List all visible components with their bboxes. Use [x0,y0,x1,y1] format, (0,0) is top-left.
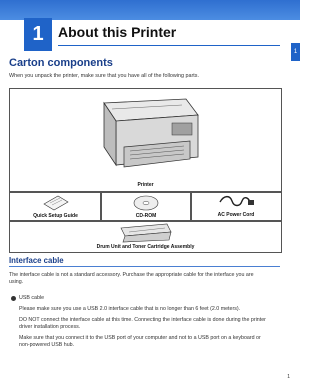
quick-setup-cell [9,191,102,222]
interface-title: Interface cable [9,256,64,265]
page-number: 1 [287,374,290,380]
usb-para-2a: DO NOT connect the interface cable at this time. Connecting the interface cable is done during the printer [19,317,266,323]
ac-cord-cell [190,191,282,222]
drum-illustration [115,222,175,244]
bullet-dot [11,296,16,301]
chapter-number: 1 [24,18,52,51]
cdrom-label: CD-ROM [135,213,157,219]
intro-text: When you unpack the printer, make sure that you have all of the following parts. [9,73,199,79]
ac-cord-label: AC Power Cord [217,212,255,218]
interface-line-1: The interface cable is not a standard accessory. Purchase the appropriate cable for the interface you are [9,272,254,278]
header-band [0,0,300,20]
drum-label: Drum Unit and Toner Cartridge Assembly [96,244,195,250]
cdrom-cell [100,191,192,222]
printer-cell [9,88,282,193]
printer-illustration [86,95,206,175]
chapter-title: About this Printer [58,24,177,40]
interface-rule [9,266,280,267]
document-icon [40,194,70,212]
title-rule [58,45,280,46]
quick-setup-label: Quick Setup Guide [33,213,78,219]
usb-para-3b: non-powered USB hub. [19,342,75,348]
printer-label: Printer [137,182,154,188]
usb-para-2b: driver installation process. [19,324,81,330]
drum-cell [9,220,282,253]
section-title: Carton components [9,57,113,69]
cd-icon [132,194,160,212]
usb-para-3a: Make sure that you connect it to the USB port of your computer and not to a USB port on a keyboard or [19,335,261,341]
usb-para-1: Please make sure you use a USB 2.0 interface cable that is no longer than 6 feet (2.0 meters). [19,306,241,312]
interface-line-2: using. [9,279,24,285]
usb-bullet-text: USB cable [19,295,45,301]
side-tab: 1 [291,43,300,61]
power-cord-icon [216,193,256,211]
